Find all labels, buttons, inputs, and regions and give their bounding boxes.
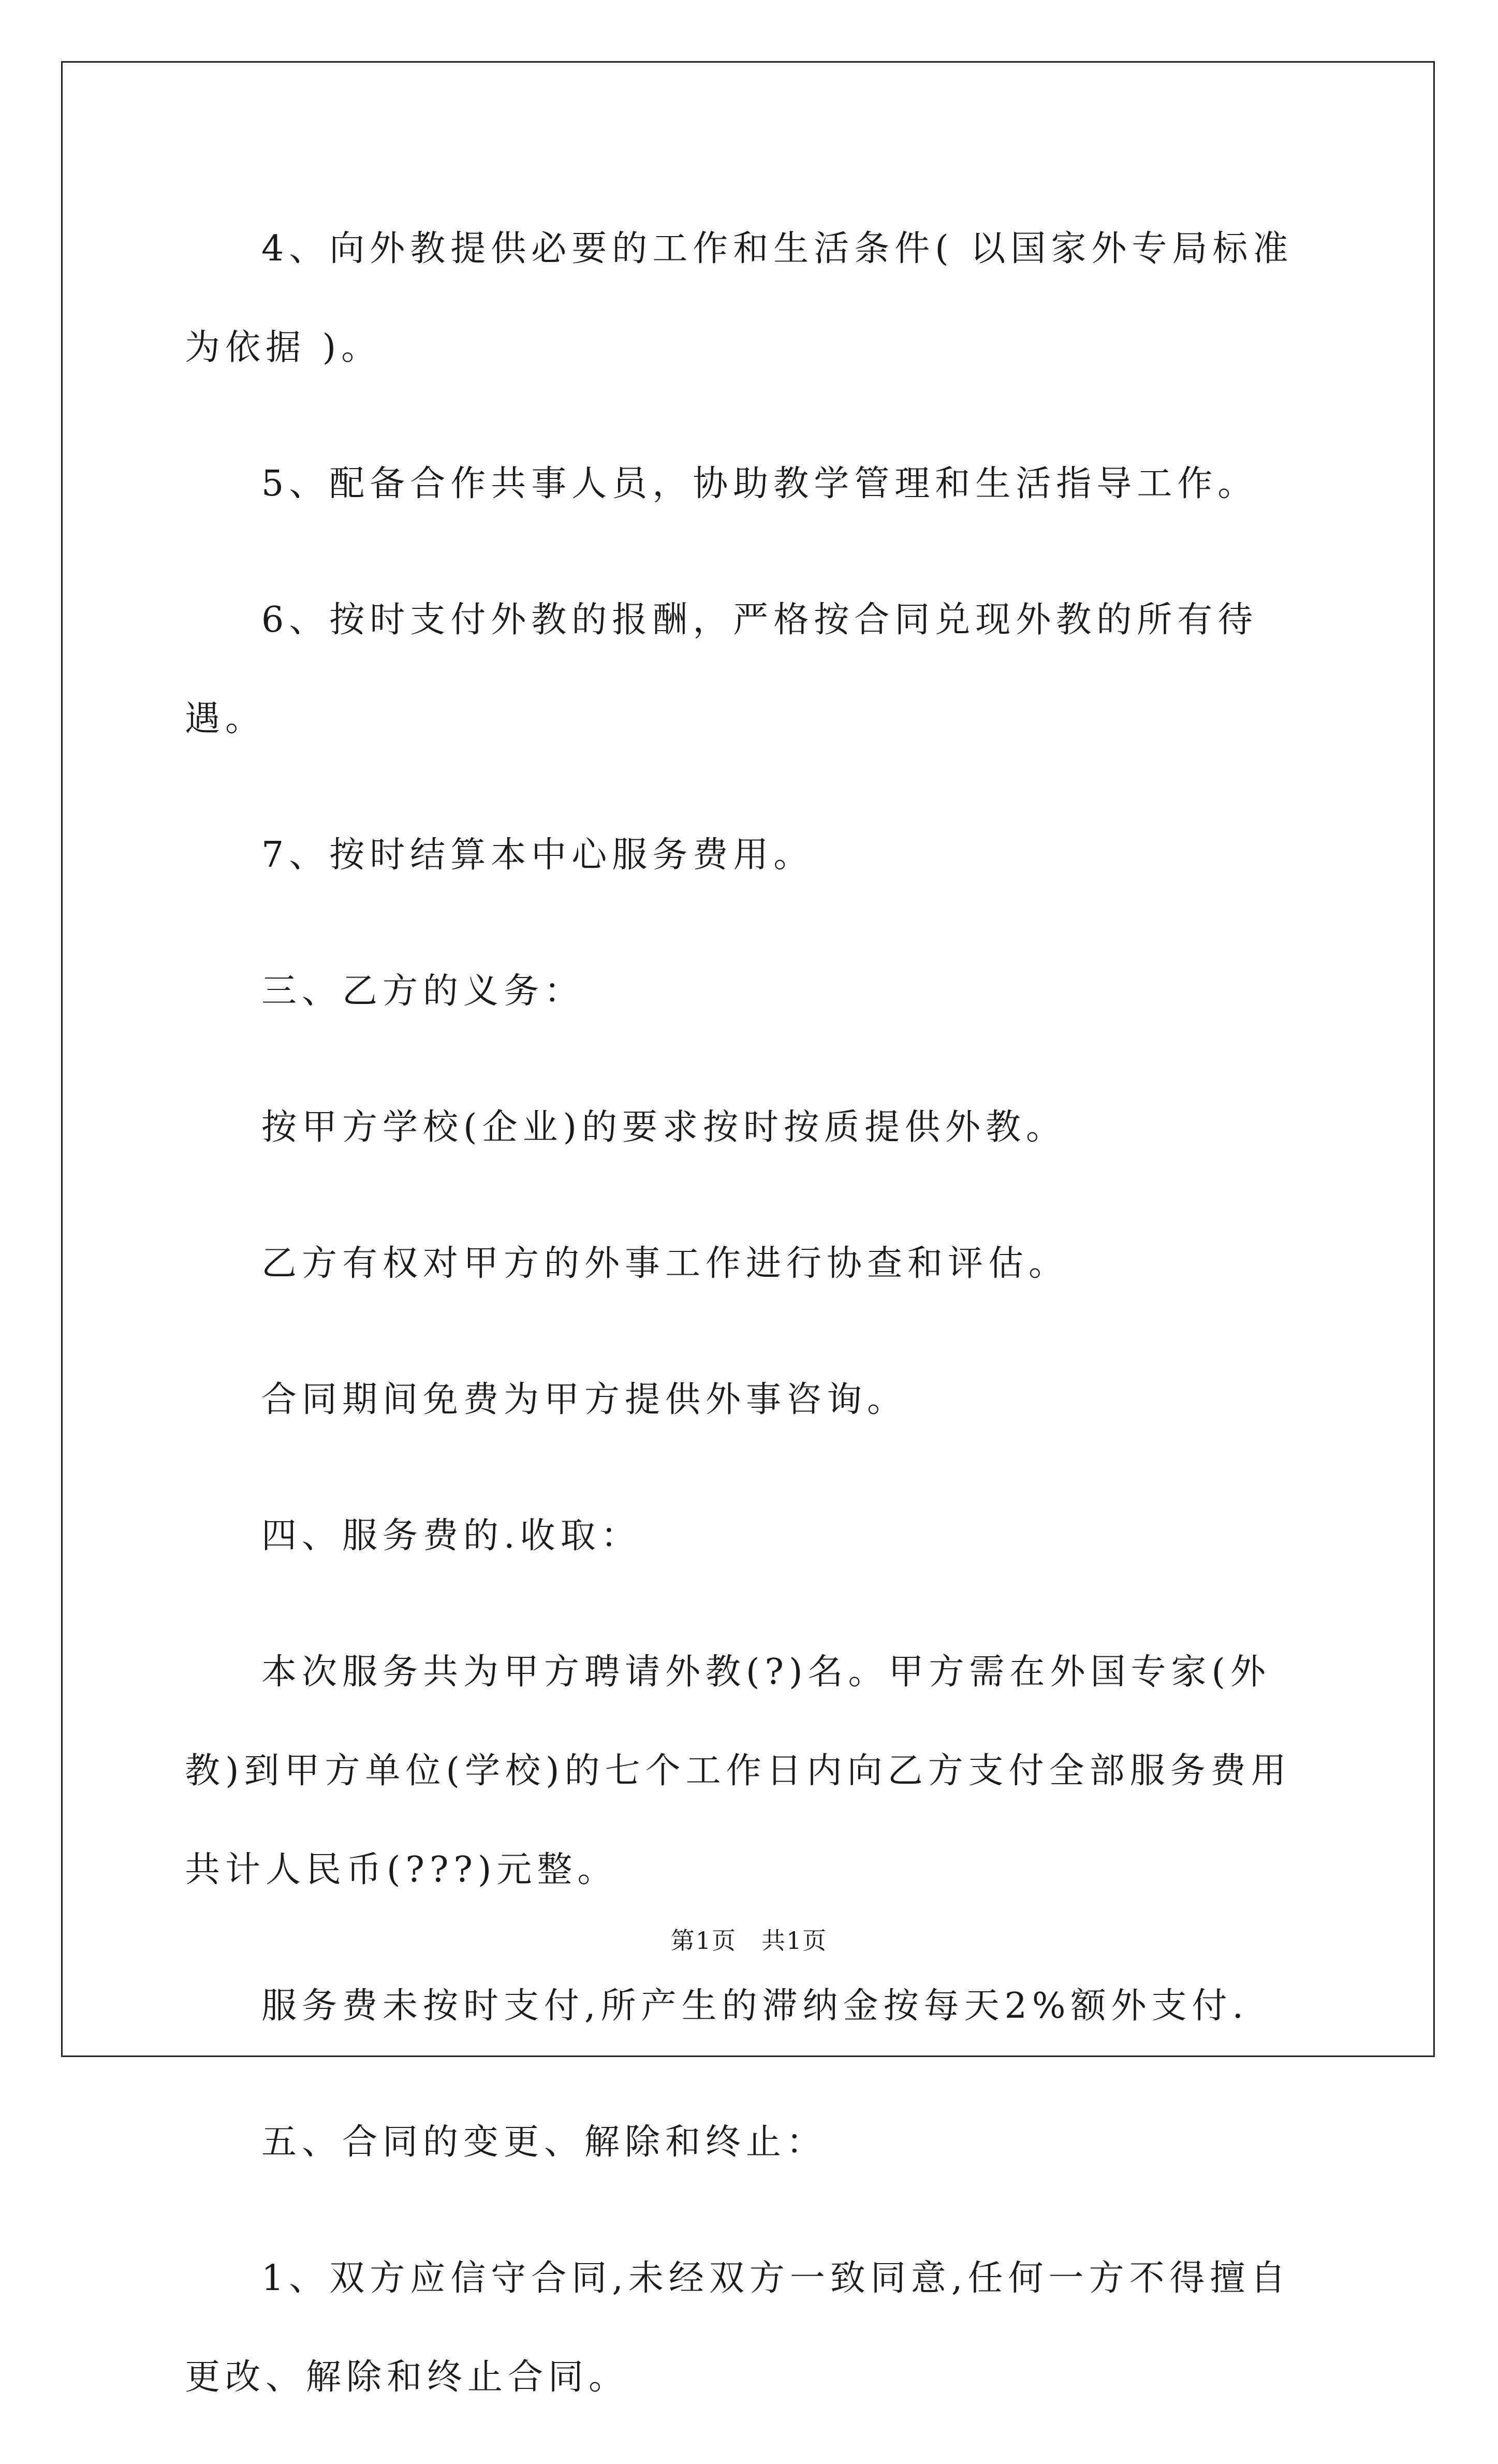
paragraph-fee-details: 本次服务共为甲方聘请外教(?)名。甲方需在外国专家(外教)到甲方单位(学校)的七个工作日内向乙方支付全部服务费用共计人民币(???)元整。: [185, 1652, 1291, 1890]
paragraph-item-5: 5、配备合作共事人员，协助教学管理和生活指导工作。: [261, 463, 1258, 504]
section-heading-contract-changes: 五、合同的变更、解除和终止：: [261, 2122, 827, 2163]
paragraph-inspection-right: 乙方有权对甲方的外事工作进行协查和评估。: [261, 1243, 1069, 1284]
section-heading-service-fee: 四、服务费的.收取：: [261, 1515, 641, 1556]
section-heading-party-b-duties: 三、乙方的义务：: [261, 971, 585, 1012]
page-number-footer: 第1页 共1页: [670, 1927, 828, 1955]
paragraph-free-consulting: 合同期间免费为甲方提供外事咨询。: [261, 1379, 908, 1420]
paragraph-item-7: 7、按时结算本中心服务费用。: [261, 835, 814, 876]
paragraph-late-fee: 服务费未按时支付,所产生的滞纳金按每天2%额外支付.: [261, 1986, 1249, 2026]
paragraph-item-4: 4、向外教提供必要的工作和生活条件( 以国家外专局标准为依据 )。: [185, 228, 1294, 368]
paragraph-provide-teachers: 按甲方学校(企业)的要求按时按质提供外教。: [261, 1107, 1067, 1148]
paragraph-item-6: 6、按时支付外教的报酬，严格按合同兑现外教的所有待遇。: [185, 600, 1258, 739]
document-body: [185, 199, 1324, 2464]
paragraph-contract-binding: 1、双方应信守合同,未经双方一致同意,任何一方不得擅自更改、解除和终止合同。: [185, 2258, 1291, 2398]
